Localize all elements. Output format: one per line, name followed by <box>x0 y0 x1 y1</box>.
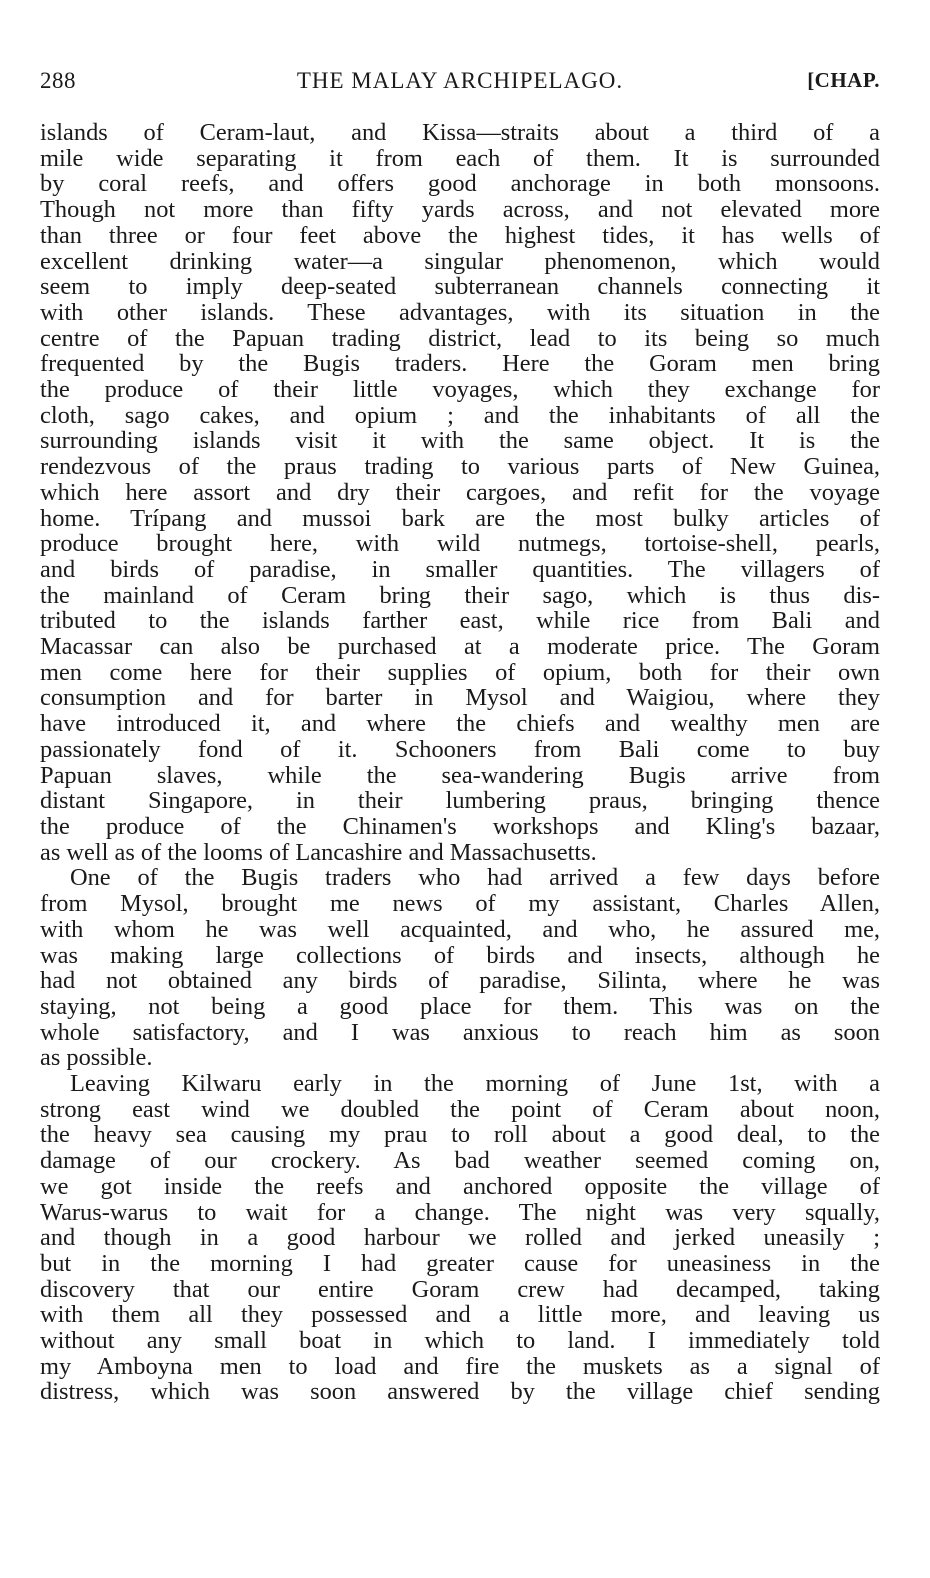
text-line: Papuan slaves, while the sea-wandering Bugis arrive from <box>40 761 880 789</box>
text-line: than three or four feet above the highest tides, it has wells of <box>40 221 880 249</box>
text-line: rendezvous of the praus trading to various parts of New Guinea, <box>40 453 880 481</box>
text-line: by coral reefs, and offers good anchorage in both monsoons. <box>40 170 880 198</box>
text-line: without any small boat in which to land. I immediately told <box>40 1327 880 1355</box>
text-line: the heavy sea causing my prau to roll about a good deal, to the <box>40 1121 880 1149</box>
paragraph <box>40 1071 880 1405</box>
text-line: islands of Ceram-laut, and Kissa—straits about a third of a <box>40 119 880 146</box>
text-line: we got inside the reefs and anchored opposite the village of <box>40 1172 880 1200</box>
text-line: strong east wind we doubled the point of Ceram about noon, <box>40 1095 880 1123</box>
text-line: Though not more than fifty yards across, and not elevated more <box>40 196 880 224</box>
text-line: damage of our crockery. As bad weather seemed coming on, <box>40 1147 880 1175</box>
text-line: the produce of their little voyages, which they exchange for <box>40 376 880 404</box>
text-line: as well as of the looms of Lancashire and Massachusetts. <box>40 838 597 866</box>
text-line: but in the morning I had greater cause for uneasiness in the <box>40 1249 880 1277</box>
text-line: centre of the Papuan trading district, lead to its being so much <box>40 324 880 352</box>
text-line: staying, not being a good place for them. This was on the <box>40 992 880 1020</box>
text-line: with whom he was well acquainted, and who, he assured me, <box>40 915 880 943</box>
paragraph <box>40 865 880 1071</box>
text-line: frequented by the Bugis traders. Here the Goram men bring <box>40 350 880 378</box>
text-line: had not obtained any birds of paradise, Silinta, where he was <box>40 967 880 995</box>
text-line: discovery that our entire Goram crew had decamped, taking <box>40 1275 880 1303</box>
text-line: tributed to the islands farther east, while rice from Bali and <box>40 607 880 635</box>
text-line: whole satisfactory, and I was anxious to reach him as soon <box>40 1018 880 1046</box>
body-text <box>40 120 880 1405</box>
text-line: excellent drinking water—a singular phenomenon, which would <box>40 247 880 275</box>
text-line: mile wide separating it from each of them. It is surrounded <box>40 144 880 172</box>
text-line: and though in a good harbour we rolled and jerked uneasily ; <box>40 1224 880 1252</box>
text-line: home. Trípang and mussoi bark are the most bulky articles of <box>40 504 880 532</box>
text-line: with other islands. These advantages, with its situation in the <box>40 298 880 326</box>
text-line: was making large collections of birds and insects, although he <box>40 941 880 969</box>
text-line: One of the Bugis traders who had arrived a few days before <box>70 864 880 892</box>
text-line: with them all they possessed and a little more, and leaving us <box>40 1301 880 1329</box>
text-line: cloth, sago cakes, and opium ; and the inhabitants of all the <box>40 401 880 429</box>
book-page <box>40 52 880 1405</box>
text-line: Leaving Kilwaru early in the morning of June 1st, with a <box>70 1070 880 1098</box>
text-line: have introduced it, and where the chiefs and wealthy men are <box>40 710 880 738</box>
text-line: as possible. <box>40 1044 153 1072</box>
text-line: and birds of paradise, in smaller quantities. The villagers of <box>40 555 880 583</box>
text-line: men come here for their supplies of opium, both for their own <box>40 658 880 686</box>
chapter-label: [CHAP. <box>807 68 880 92</box>
book-title: THE MALAY ARCHIPELAGO. <box>296 68 624 93</box>
text-line: from Mysol, brought me news of my assistant, Charles Allen, <box>40 890 880 918</box>
text-line: Warus-warus to wait for a change. The night was very squally, <box>40 1198 880 1226</box>
text-line: consumption and for barter in Mysol and Waigiou, where they <box>40 684 880 712</box>
text-line: produce brought here, with wild nutmegs, tortoise-shell, pearls, <box>40 530 880 558</box>
text-line: surrounding islands visit it with the same object. It is the <box>40 427 880 455</box>
text-line: the produce of the Chinamen's workshops and Kling's bazaar, <box>40 812 880 840</box>
text-line: distress, which was soon answered by the village chief sending <box>40 1378 880 1406</box>
page-number: 288 <box>40 68 76 93</box>
text-line: the mainland of Ceram bring their sago, which is thus dis- <box>40 581 880 609</box>
text-line: distant Singapore, in their lumbering praus, bringing thence <box>40 787 880 815</box>
text-line: which here assort and dry their cargoes, and refit for the voyage <box>40 478 880 506</box>
running-head <box>40 52 880 92</box>
text-line: seem to imply deep-seated subterranean channels connecting it <box>40 273 880 301</box>
text-line: passionately fond of it. Schooners from Bali come to buy <box>40 735 880 763</box>
paragraph <box>40 120 880 865</box>
text-line: Macassar can also be purchased at a moderate price. The Goram <box>40 633 880 661</box>
text-line: my Amboyna men to load and fire the muskets as a signal of <box>40 1352 880 1380</box>
